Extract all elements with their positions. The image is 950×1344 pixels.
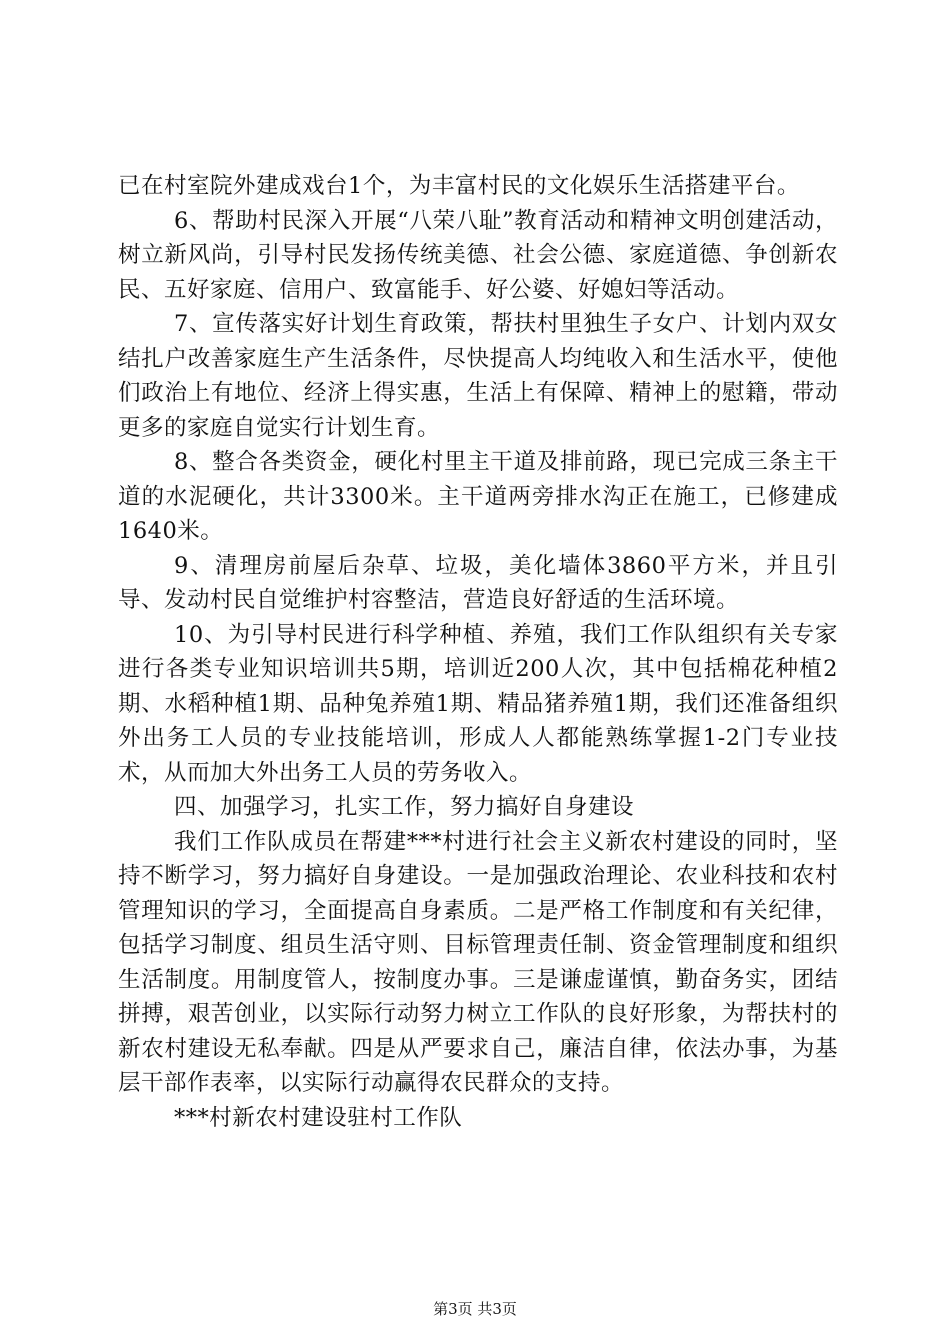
- page-number-label: 第3页 共3页: [433, 1300, 517, 1318]
- page-footer: [0, 1299, 950, 1319]
- paragraph-item-10: 10、为引导村民进行科学种植、养殖，我们工作队组织有关专家进行各类专业知识培训共5期，培训近200人次，其中包括棉花种植2期、水稻种植1期、品种兔养殖1期、精品猪养殖1期，我们还准备组织外出务工人员的专业技能培训，形成人人都能熟练掌握1-2门专业技术，从而加大外出务工人员的劳务收入。: [118, 621, 838, 786]
- signature-line: ***村新农村建设驻村工作队: [174, 1104, 463, 1131]
- document-body: [118, 169, 838, 1135]
- paragraph-item-8: 8、整合各类资金，硬化村里主干道及排前路，现已完成三条主干道的水泥硬化，共计3300米。主干道两旁排水沟正在施工，已修建成1640米。: [118, 449, 838, 544]
- section-heading-4: 四、加强学习，扎实工作，努力搞好自身建设: [174, 794, 635, 820]
- paragraph-item-9: 9、清理房前屋后杂草、垃圾，美化墙体3860平方米，并且引导、发动村民自觉维护村容整洁，营造良好舒适的生活环境。: [118, 552, 838, 613]
- paragraph-continuation: 已在村室院外建成戏台1个，为丰富村民的文化娱乐生活搭建平台。: [118, 173, 800, 199]
- paragraph-self-building: 我们工作队成员在帮建***村进行社会主义新农村建设的同时，坚持不断学习，努力搞好自身建设。一是加强政治理论、农业科技和农村管理知识的学习，全面提高自身素质。二是严格工作制度和有关纪律，包括学习制度、组员生活守则、目标管理责任制、资金管理制度和组织生活制度。用制度管人，按制度办事。三是谦虚谨慎，勤奋务实，团结拼搏，艰苦创业，以实际行动努力树立工作队的良好形象，为帮扶村的新农村建设无私奉献。四是从严要求自己，廉洁自律，依法办事，为基层干部作表率，以实际行动赢得农民群众的支持。: [118, 828, 838, 1096]
- paragraph-item-6: 6、帮助村民深入开展“八荣八耻”教育活动和精神文明创建活动，树立新风尚，引导村民发扬传统美德、社会公德、家庭道德、争创新农民、五好家庭、信用户、致富能手、好公婆、好媳妇等活动。: [118, 207, 838, 303]
- paragraph-item-7: 7、宣传落实好计划生育政策，帮扶村里独生子女户、计划内双女结扎户改善家庭生产生活条件，尽快提高人均纯收入和生活水平，使他们政治上有地位、经济上得实惠，生活上有保障、精神上的慰籍，带动更多的家庭自觉实行计划生育。: [118, 311, 838, 441]
